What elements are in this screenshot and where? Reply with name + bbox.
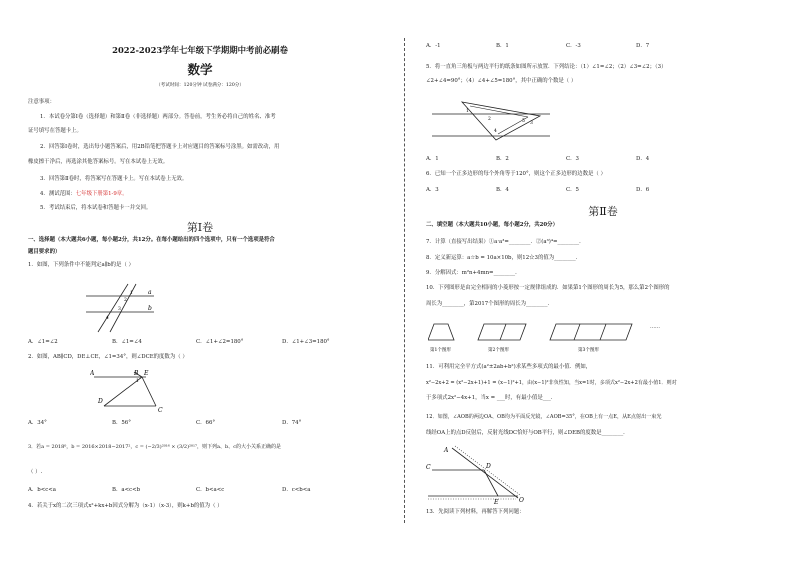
label-A: A — [444, 447, 449, 454]
q3-option-b[interactable]: B．a<c<b — [112, 487, 141, 493]
label-a: a — [148, 289, 152, 296]
section1-heading-2: 题目要求的） — [28, 249, 61, 255]
note-1b: 证号填写在答题卡上。 — [28, 128, 82, 134]
note-4 — [40, 191, 128, 198]
q5-option-c[interactable]: C．3 — [566, 156, 579, 162]
q6-option-d[interactable]: D．6 — [636, 187, 650, 193]
question-13: 13．先阅读下列材料，再解答下列问题： — [426, 509, 525, 515]
shape-1 — [428, 324, 454, 340]
angle-3: 3 — [118, 307, 121, 312]
q2-option-d[interactable]: D．74° — [282, 420, 302, 426]
q6-option-a[interactable]: A．3 — [426, 187, 439, 193]
question-6: 6．已知一个正多边形的每个外角等于120°，则这个正多边形的边数是（ ） — [426, 171, 606, 177]
q6-option-b[interactable]: B．4 — [496, 187, 509, 193]
note-4-scope: 七年级下册第1-9章。 — [75, 191, 128, 197]
note-1a: 1．本试卷分第Ⅰ卷（选择题）和第Ⅱ卷（非选择题）两部分。答卷前，考生务必将自己的姓名、准考 — [40, 114, 276, 120]
question-11: 11．可利用完全平方式(a²±2ab+b²)求某些多项式的最小值．例如， — [426, 364, 592, 370]
q1-option-c[interactable]: C．∠1+∠2=180° — [196, 339, 244, 345]
angle-1: 1 — [136, 379, 139, 384]
question-5-cont: ∠2+∠4=90°；（4）∠4+∠5=180°，其中正确的个数是（ ） — [426, 78, 577, 84]
note-2a: 2．回答第Ⅰ卷时，选出每小题答案后，用2B铅笔把答题卡上对应题目的答案标号涂黑。如需改动，用 — [40, 144, 280, 150]
angle-1: 1 — [466, 109, 469, 114]
ray-ed — [484, 470, 498, 496]
q4-option-a[interactable]: A．-1 — [426, 43, 441, 49]
q6-options — [426, 187, 786, 194]
section2-heading: 二、填空题（本大题共10小题，每小题2分，共20分） — [426, 222, 558, 228]
part2-title: 第Ⅱ卷 — [588, 205, 618, 218]
paper-title: 2022-2023学年七年级下学期期中考前必刷卷 — [112, 45, 288, 55]
ellipsis: …… — [650, 324, 660, 330]
note-4-prefix: 4．测试范围： — [40, 191, 76, 197]
q2-option-a[interactable]: A．34° — [28, 420, 47, 426]
q2-option-c[interactable]: C．66° — [196, 420, 216, 426]
part1-title: 第Ⅰ卷 — [186, 221, 214, 234]
q4-option-d[interactable]: D．7 — [636, 43, 650, 49]
label-C: C — [158, 407, 163, 414]
column-divider — [404, 38, 405, 523]
transversal-right — [98, 284, 128, 332]
triangle-inner — [470, 106, 528, 117]
question-5: 5．将一直角三角板与两边平行的纸条如图所示放置．下列结论：（1）∠1=∠2；（2）∠3=∠2；（3） — [426, 64, 667, 70]
question-3: 3．若a = 2018⁰，b = 2016×2018−2017²，c = (−2/3)²⁰¹⁶ × (3/2)²⁰¹⁷，则下列a、b、c的大小关系正确的是 — [28, 444, 282, 450]
figure-q12 — [426, 444, 526, 504]
q5-option-b[interactable]: B．2 — [496, 156, 509, 162]
shape-3 — [550, 324, 632, 340]
question-12: 12．如图，∠AOB的两边OA、OB均为平面反光镜，∠AOB=35°，在OB上有一点E，从E点射出一束光 — [426, 414, 662, 420]
q5-options — [426, 156, 786, 163]
label-b: b — [148, 305, 152, 312]
shape-3-inner-2 — [600, 324, 606, 340]
question-4: 4．若关于x的二次三项式x²+kx+b因式分解为（x-1）（x-3），则k+b的值为（ ） — [28, 503, 223, 509]
question-9: 9．分解因式：m²n+4mn=________． — [426, 270, 521, 276]
note-5: 5．考试结束后，将本试卷和答题卡一并交回。 — [40, 205, 152, 211]
label-fig-1: 第1个图形 — [430, 348, 451, 353]
label-O: O — [519, 497, 524, 504]
section1-heading: 一、选择题（本大题共6小题，每小题2分，共12分。在每小题给出的四个选项中，只有一个选项是符合 — [28, 237, 275, 243]
label-fig-3: 第3个图形 — [578, 348, 599, 353]
q1-option-a[interactable]: A．∠1=∠2 — [28, 339, 58, 345]
label-D: D — [486, 463, 491, 470]
figure-q1 — [86, 282, 158, 334]
figure-q2 — [90, 370, 168, 414]
angle-3: 3 — [530, 121, 533, 126]
mirror-oa — [452, 448, 518, 498]
q3-option-d[interactable]: D．c<b<a — [282, 487, 311, 493]
angle-2: 2 — [488, 117, 491, 122]
label-D: D — [98, 398, 103, 405]
figure-q10 — [428, 316, 678, 356]
angle-4: 4 — [494, 129, 497, 134]
triangle-ruler — [462, 102, 540, 140]
segment-ce — [142, 377, 156, 406]
question-10: 10．下列图形是由完全相同的小菱形按一定规律组成的．如果第1个图形的周长为5，那么第2个图形的 — [426, 285, 670, 291]
label-fig-2: 第2个图形 — [488, 348, 509, 353]
q3-option-c[interactable]: C．b<a<c — [196, 487, 225, 493]
label-A: A — [90, 370, 95, 377]
question-2: 2．如图，AB∥CD，DE⊥CE，∠1=34°，则∠DCE的度数为（ ） — [28, 354, 188, 360]
q4-option-c[interactable]: C．-3 — [566, 43, 581, 49]
q1-options — [28, 339, 398, 346]
q1-option-b[interactable]: B．∠1=∠4 — [112, 339, 142, 345]
q5-option-a[interactable]: A．1 — [426, 156, 439, 162]
q4-options — [426, 43, 786, 50]
q6-option-c[interactable]: C．5 — [566, 187, 579, 193]
question-12-cont: 线经OA上的点D反射后，反射光线DC恰好与OB平行，则∠DEB的度数是________． — [426, 430, 629, 436]
angle-4: 4 — [106, 316, 109, 321]
question-7: 7．计算（直接写出结果）①a·a³=________．②(a³)⁴=________． — [426, 239, 585, 245]
shape-3-inner-1 — [574, 324, 580, 340]
angle-1: 1 — [130, 291, 133, 296]
q4-option-b[interactable]: B．1 — [496, 43, 509, 49]
question-10-cont: 周长为________，第2017个图形的周长为________． — [426, 301, 553, 307]
exam-info: （考试时间：120分钟 试卷满分：120分） — [156, 83, 244, 88]
note-3: 3．回答第Ⅱ卷时，将答案写在答题卡上。写在本试卷上无效。 — [40, 176, 188, 182]
q1-option-d[interactable]: D．∠1+∠3=180° — [282, 339, 330, 345]
shape-2-inner — [500, 324, 506, 340]
notes-heading: 注意事项： — [28, 99, 55, 105]
q2-options — [28, 420, 398, 427]
figure-q5 — [432, 96, 552, 146]
question-1: 1．如图，下列条件中不能判定a∥b的是（ ） — [28, 262, 134, 268]
label-C: C — [426, 464, 431, 471]
question-11-cont: x²−2x+2 = (x²−2x+1)+1 = (x−1)²+1，由(x−1)²非负性知，当x=1时，多项式x²−2x+2有最小值1．则对 — [426, 380, 677, 386]
shape-2 — [478, 324, 526, 340]
question-3-paren: （ ）. — [28, 469, 43, 475]
q2-option-b[interactable]: B．56° — [112, 420, 131, 426]
q3-option-a[interactable]: A．b<c<a — [28, 487, 57, 493]
angle-2: 2 — [124, 298, 127, 303]
label-E: E — [494, 499, 499, 504]
subject-title: 数学 — [187, 62, 213, 77]
hatch-oa — [455, 446, 520, 495]
note-2b: 橡皮擦干净后，再选涂其他答案标号。写在本试卷上无效。 — [28, 159, 169, 165]
angle-5: 5 — [522, 119, 525, 124]
q3-options — [28, 487, 398, 494]
label-B: B — [134, 370, 139, 377]
question-11-cont-2: 于多项式2x²−4x+1，当x = ___时，有最小值是___． — [426, 395, 557, 401]
q5-option-d[interactable]: D．4 — [636, 156, 650, 162]
question-8: 8．定义新运算：a☆b = 10a×10b，则12☆3的值为________． — [426, 255, 582, 261]
label-E: E — [144, 370, 149, 377]
